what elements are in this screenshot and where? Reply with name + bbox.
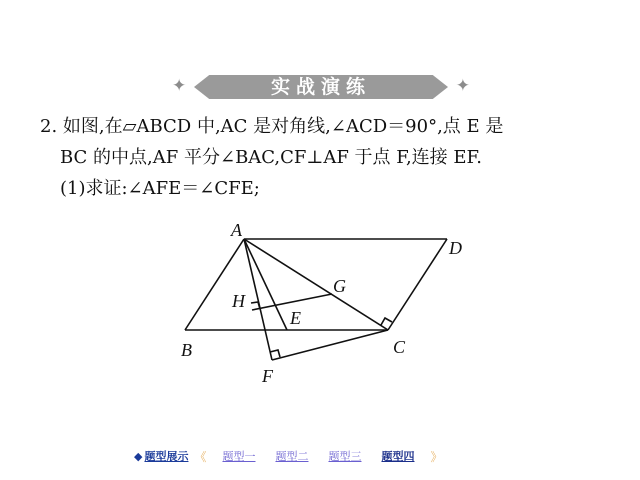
segment-CF [272,330,388,360]
nav-home-link[interactable]: 题型展示 [144,450,189,463]
point-label-B: B [181,340,192,360]
bracket-right: 》 [430,449,443,464]
bracket-left: 《 [194,449,207,464]
segment-DC [388,239,447,330]
right-angle-mark-C [381,318,392,325]
diamond-icon: ◆ [134,449,143,463]
point-label-H: H [232,291,245,311]
problem-line-2: BC 的中点,AF 平分∠BAC,CF⊥AF 于点 F,连接 EF. [60,147,482,168]
star-icon: ✦ [455,76,470,96]
point-label-C: C [393,337,406,357]
point-label-E: E [290,308,301,328]
point-label-A: A [231,220,242,240]
nav-link-type-2[interactable]: 题型二 [275,450,309,463]
point-label-D: D [449,238,462,258]
nav-link-type-4[interactable]: 题型四 [381,450,415,463]
star-icon: ✦ [172,76,187,96]
nav-link-type-1[interactable]: 题型一 [222,450,256,463]
problem-line-1: 2. 如图,在▱ABCD 中,AC 是对角线,∠ACD＝90°,点 E 是 [40,116,504,137]
point-label-G: G [333,276,346,296]
problem-line-3: (1)求证:∠AFE＝∠CFE; [60,178,260,199]
segment-BA [185,239,244,330]
nav-link-type-3[interactable]: 题型三 [328,450,362,463]
segment-AF [244,239,272,360]
banner-title: 实战演练 [270,76,371,98]
point-label-F: F [262,366,273,386]
question-type-nav [134,446,449,466]
